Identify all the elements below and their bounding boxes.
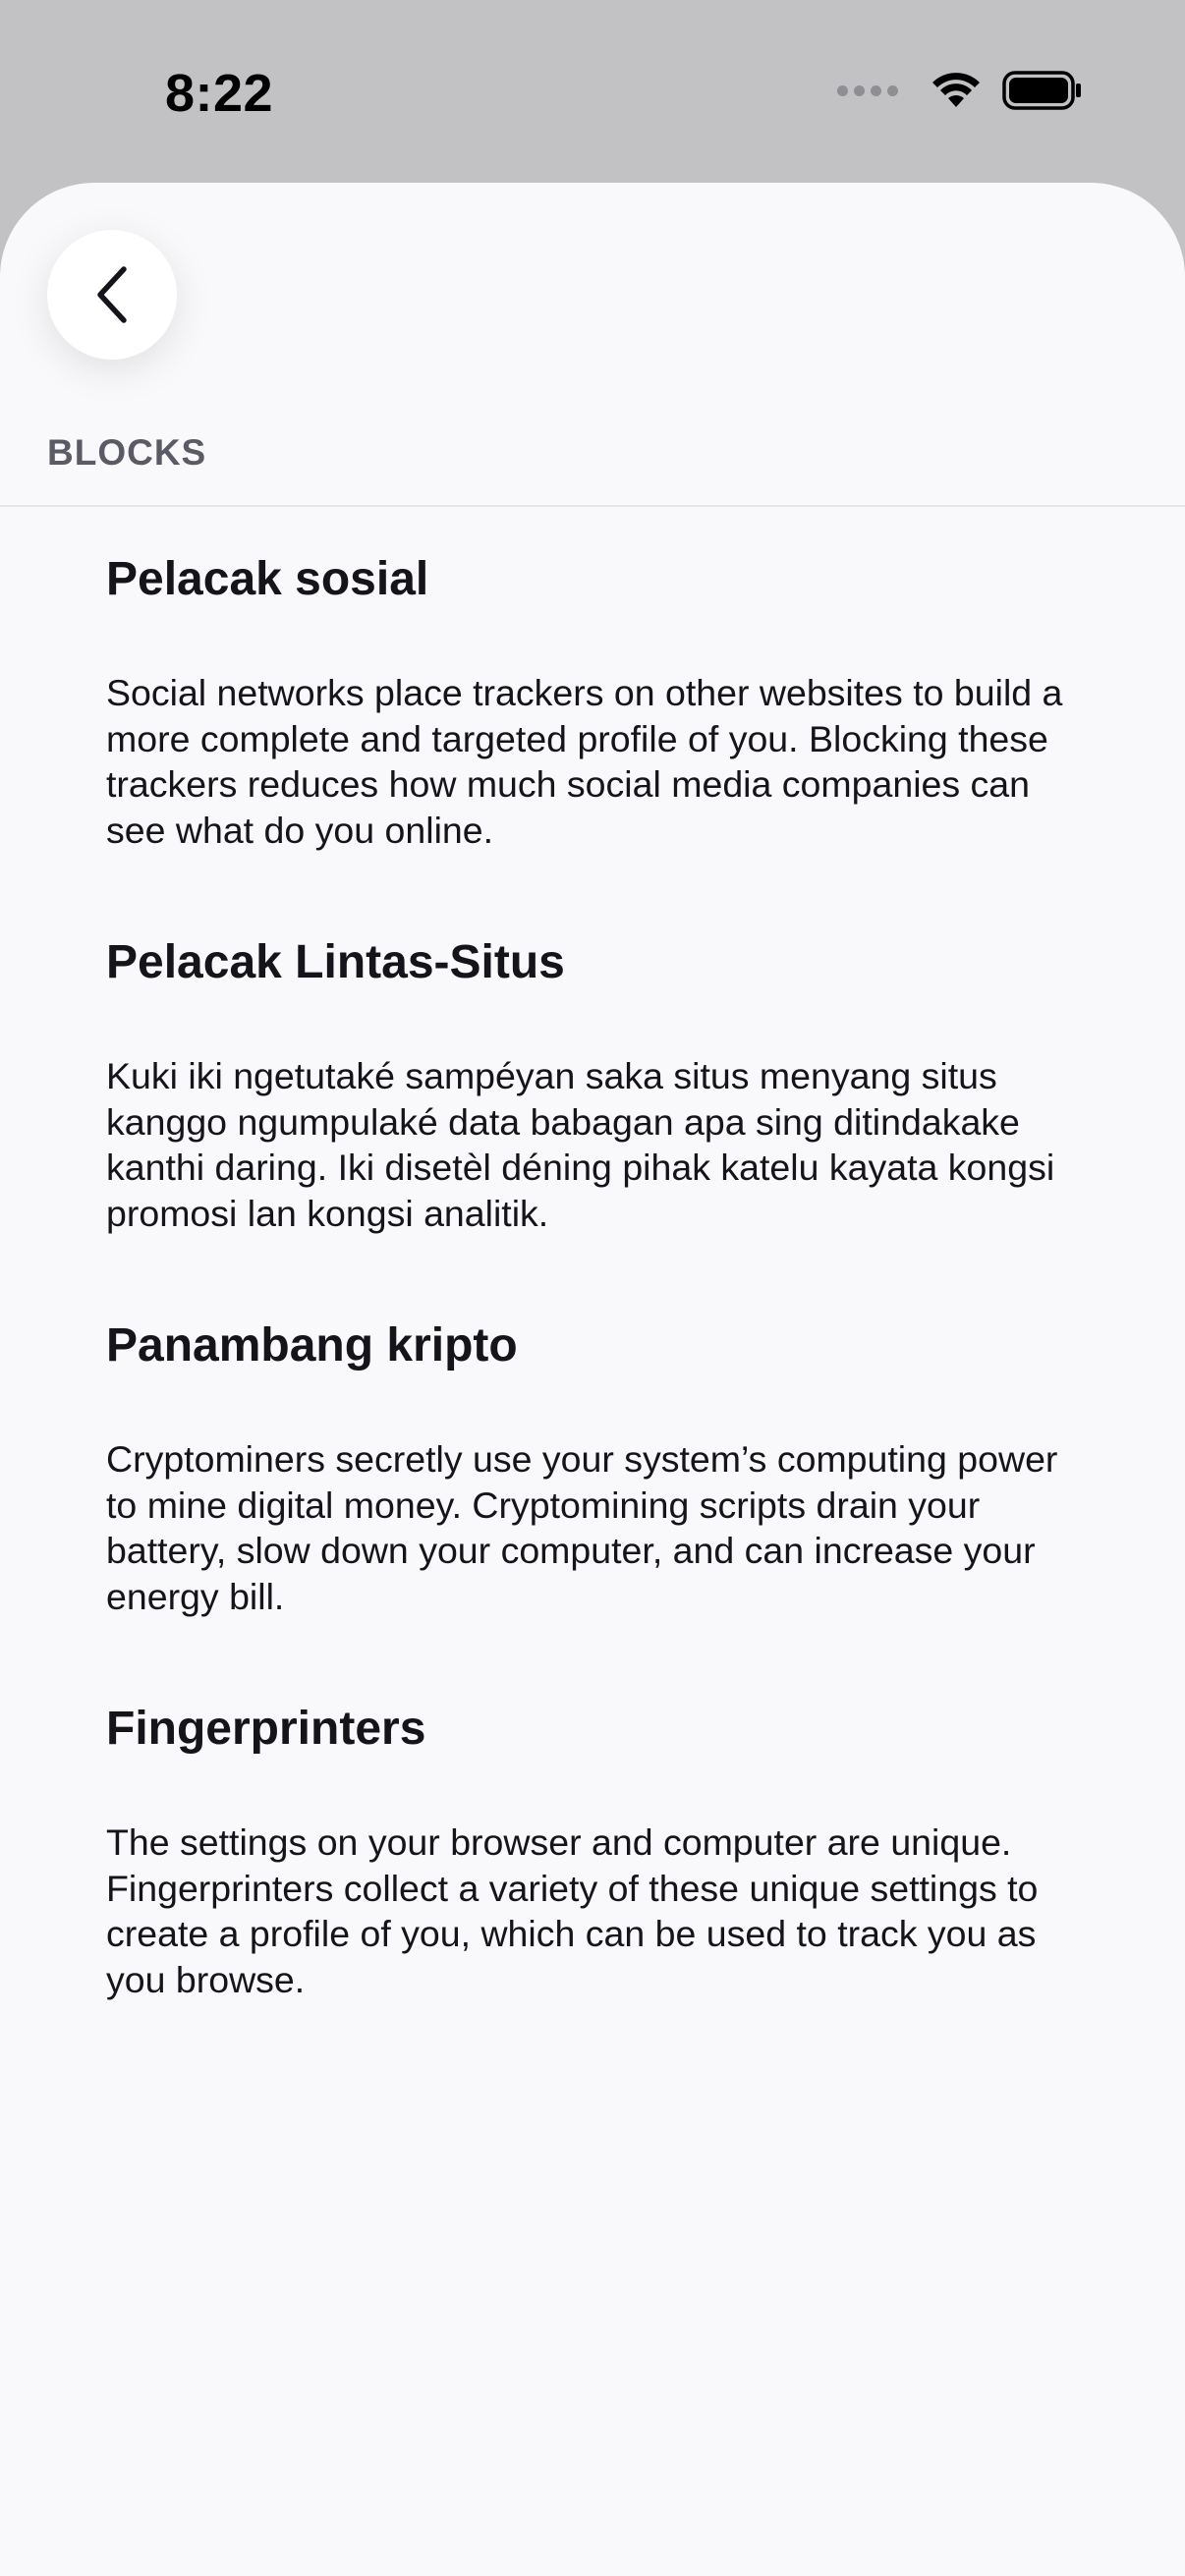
status-bar [0,0,1185,183]
block-item-cryptominers [106,1313,1089,1696]
section-divider [0,505,1185,507]
section-header-blocks: BLOCKS [47,432,207,473]
status-time: 8:22 [165,64,274,123]
battery-icon [1002,71,1083,110]
block-title: Pelacak Lintas-Situs [106,936,565,988]
block-description: Cryptominers secretly use your system’s computing power to mine digital money. Cryptomining scripts drain your battery, slow down your computer, and can increase your energy bill. [106,1438,1058,1617]
block-description: The settings on your browser and computer are unique. Fingerprinters collect a variety of these unique settings to create a profile of you, which can be used to track you as you browse. [106,1821,1039,2000]
block-description: Kuki iki ngetutaké sampéyan saka situs menyang situs kanggo ngumpulaké data babagan apa sing ditindakake kanthi daring. Iki disetèl déning pihak katelu kayata kongsi promosi lan kongsi analitik. [106,1055,1055,1234]
block-title: Fingerprinters [106,1703,426,1755]
block-title: Panambang kripto [106,1319,518,1372]
chevron-left-icon [92,265,132,324]
back-button[interactable] [47,230,177,360]
wifi-icon [931,72,981,109]
signal-dots-icon [837,85,898,96]
block-description: Social networks place trackers on other websites to build a more complete and targeted profile of you. Blocking these trackers reduces how much social media companies can see what do you online. [106,672,1063,851]
block-item-social-trackers [106,546,1089,929]
blocks-list [106,546,1089,2079]
status-icons [837,71,1083,110]
tracker-blocks-sheet [0,183,1185,2576]
block-item-cross-site-trackers [106,929,1089,1313]
block-item-fingerprinters [106,1696,1089,2079]
block-title: Pelacak sosial [106,553,429,605]
